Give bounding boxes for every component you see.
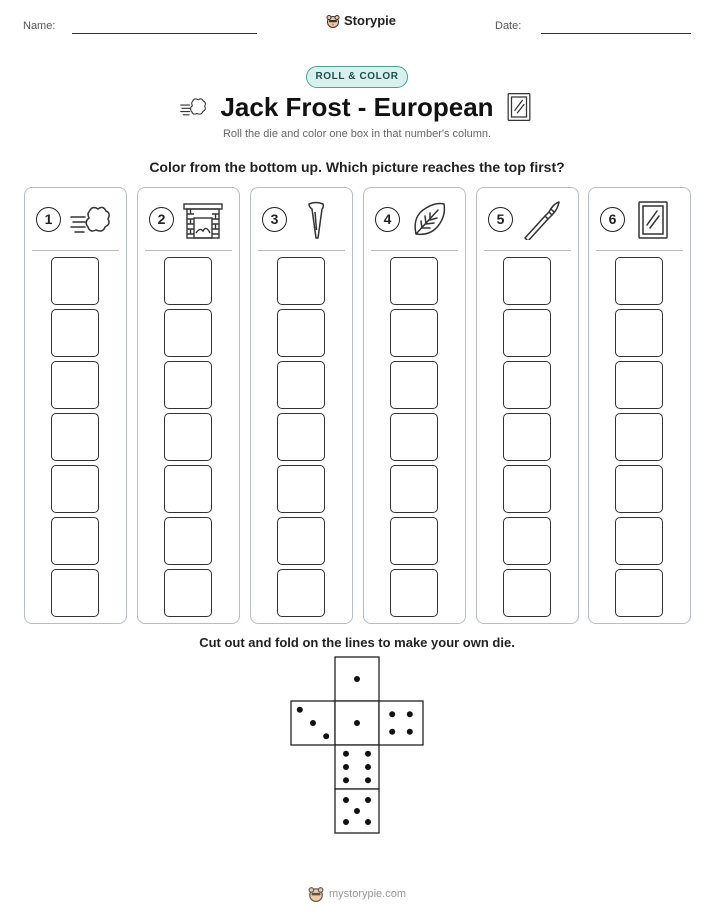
column-header [477,188,578,250]
color-box[interactable] [390,465,438,513]
color-box[interactable] [277,569,325,617]
die-pip [343,819,349,825]
color-box[interactable] [503,361,551,409]
color-box[interactable] [277,517,325,565]
color-box[interactable] [277,361,325,409]
column-3 [250,187,353,624]
color-box[interactable] [277,309,325,357]
column-divider [258,250,345,251]
die-pip [365,764,371,770]
color-box[interactable] [503,465,551,513]
column-divider [596,250,683,251]
die-pip [297,707,303,713]
column-4 [363,187,466,624]
window-icon [506,92,532,122]
column-number: 4 [375,207,400,232]
page-footer [0,886,714,902]
column-divider [145,250,232,251]
color-box[interactable] [51,309,99,357]
date-label: Date: [495,20,522,32]
name-line[interactable] [72,33,257,34]
column-header [364,188,465,250]
die-pip [389,711,395,717]
die-pip [365,777,371,783]
color-box[interactable] [51,361,99,409]
icicle-icon [295,200,337,240]
die-face [335,657,379,701]
paintbrush-icon [521,200,563,240]
color-box[interactable] [615,517,663,565]
color-box[interactable] [51,517,99,565]
color-box[interactable] [164,465,212,513]
die-pip [343,797,349,803]
coloring-instruction: Color from the bottom up. Which picture reaches the top first? [149,159,565,175]
storypie-mascot-icon [326,14,340,28]
color-box[interactable] [51,465,99,513]
color-box[interactable] [615,569,663,617]
die-face [335,701,379,745]
color-box[interactable] [164,569,212,617]
color-box[interactable] [51,569,99,617]
color-box[interactable] [164,309,212,357]
footer-website: mystorypie.com [328,888,407,900]
brand-logo [326,13,396,28]
column-number: 3 [262,207,287,232]
color-box[interactable] [51,257,99,305]
color-box[interactable] [164,257,212,305]
column-divider [484,250,571,251]
page-title: Jack Frost - European [220,92,494,122]
column-header [138,188,239,250]
die-pip [365,797,371,803]
color-box[interactable] [503,309,551,357]
activity-badge: ROLL & COLOR [306,66,408,88]
name-label: Name: [23,20,56,32]
die-pip [365,751,371,757]
die-pip [323,733,329,739]
column-1 [24,187,127,624]
color-box[interactable] [277,465,325,513]
column-number: 2 [149,207,174,232]
column-header [251,188,352,250]
leaf-icon [408,200,450,240]
column-6 [588,187,691,624]
die-face [335,745,379,789]
column-header [25,188,126,250]
column-number: 6 [600,207,625,232]
color-box[interactable] [164,413,212,461]
die-face [291,701,335,745]
page-subtitle: Roll the die and color one box in that number's column. [222,128,492,140]
column-divider [32,250,119,251]
column-2 [137,187,240,624]
title-row [0,90,714,128]
color-box[interactable] [277,257,325,305]
color-box[interactable] [503,257,551,305]
color-box[interactable] [277,413,325,461]
worksheet-header [0,0,714,50]
color-box[interactable] [390,361,438,409]
die-pip [389,729,395,735]
color-box[interactable] [503,413,551,461]
wind-icon [69,200,111,240]
column-header [589,188,690,250]
brand-name: Storypie [344,13,397,28]
die-pip [407,711,413,717]
color-box[interactable] [615,465,663,513]
die-pip [343,764,349,770]
die-pip [354,808,360,814]
die-pip [343,751,349,757]
date-line[interactable] [541,33,691,34]
color-box[interactable] [390,309,438,357]
color-box[interactable] [51,413,99,461]
column-divider [371,250,458,251]
color-box[interactable] [164,361,212,409]
color-box[interactable] [615,257,663,305]
color-box[interactable] [390,569,438,617]
cut-instruction: Cut out and fold on the lines to make your own die. [199,635,515,650]
column-number: 5 [488,207,513,232]
color-box[interactable] [503,569,551,617]
color-box[interactable] [503,517,551,565]
color-columns [24,187,690,624]
die-face [379,701,423,745]
die-face [335,789,379,833]
fireplace-icon [182,200,224,240]
die-pip [354,676,360,682]
die-pip [365,819,371,825]
die-pip [343,777,349,783]
color-box[interactable] [164,517,212,565]
color-box[interactable] [615,413,663,461]
color-box[interactable] [390,517,438,565]
column-5 [476,187,579,624]
die-pip [354,720,360,726]
die-pip [407,729,413,735]
color-box[interactable] [390,413,438,461]
color-box[interactable] [615,309,663,357]
die-pip [310,720,316,726]
column-number: 1 [36,207,61,232]
color-box[interactable] [615,361,663,409]
window-icon [633,200,675,240]
color-box[interactable] [390,257,438,305]
storypie-mascot-icon [308,886,324,902]
